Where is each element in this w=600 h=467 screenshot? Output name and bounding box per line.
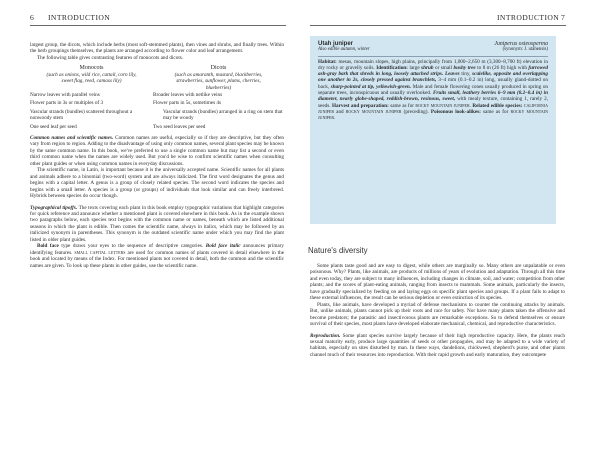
left-page-number: 6 [30,13,35,22]
section-title: Nature's diversity [308,246,368,255]
table-row: Flower parts in 3s or multiples of 3 Flower parts in 5s, sometimes 4s [30,100,222,107]
diversity-paragraph-2: Plants, like animals, have developed a myriad of defense mechanisms to counter the continuing attacks by animals. But, unlike animals, plants cannot pick up their roots and race for safety. Nor have many plants taken the offensive and become predators; the parasitic and insectivorous plants are remarkable exceptions. So to defend themselves or ensure survival of their species, most plants have developed elaborate mechanical, chemical, and reproductive characteristics. [310,301,565,328]
typography-paragraph: Typographical tipoffs. The texts covering each plant in this book employ typographic variations that highlight categories for quick reference and announce whether a mentioned plant is covered elsewhere in this book. As in the example shown two paragraphs below, each species text begins with the common name or names, beneath which are listed additional seasons in which the plant is edible. Then comes the scientific name, always in italics, which may be followed by an italicized synonym in parentheses. This synonym is the outdated scientific name under which you may find the plant listed in older plant guides. [30,204,285,243]
right-running-head: INTRODUCTION [497,13,560,22]
table-intro: The following table gives contrasting features of monocots and dicots. [37,54,184,61]
table-row: Vascular strands (bundles) scattered throughout a nonwoody stem Vascular strands (bundles) arranged in a ring on stem that may be woody [30,108,283,122]
left-header-rule [30,25,286,26]
common-names-heading: Common names and scientific names. [30,135,114,142]
species-sample-box [310,36,556,224]
diversity-paragraph-1: Some plants taste good and are easy to digest, while others are marginally so. Many others are unpalatable or even poisonous. Why? Plants, like animals, are products of millions of years of evolution and adaptation. Through all this time and even today, they are subject to many influences, including changes in climate, soil, and water; competition from other plants; and the scores of plant-eating animals, ranging from insects to mammals. Some animals, particularly the insects, have gradually specialized by feeding on and laying eggs on specific plant species and groups. If a plant fails to adapt to these external influences, the result can be serious depletion or even extinction of its species. [310,263,565,302]
right-page-number: 7 [561,13,566,22]
intro-paragraph: largest group, the dicots, which include herbs (most soft-stemmed plants), then vines and shrubs, and finally trees. Within the herb groupings themselves, the plants are arranged according to flower color and leaf arrangement. [30,42,284,55]
left-running-head: INTRODUCTION [48,13,111,22]
table-row: Narrow leaves with parallel veins Broader leaves with netlike veins [30,91,223,98]
box-divider [318,56,548,57]
right-page-body [310,263,565,358]
table-row: One seed leaf per seed Two seed leaves per seed [30,123,206,130]
species-synonym: (synonym: J. utahensis) [502,47,548,53]
reproduction-heading: Reproduction. [310,332,341,339]
species-description: Habitat: mesas, mountain slopes, high plains, principally from 1,000–2,650 m (3,300–8,700 ft) elevation in dry rocky or gravelly soils. Identification: large shrub or small bushy tree to 8 m (26 ft) high with furrowed ash-gray bark that shreds in long, loosely attached strips. Leaves tiny, scalelike, opposite and overlapping one another in 2s, closely pressed against branchlets, 3–4 mm (0.1–0.2 in) long, usually gland-dotted on back, sharp-pointed at tip, yellowish-green. Male and female flowering cones usually produced in spring on separate trees, inconspicuous and usually overlooked. Fruits small, leathery berries 6–9 mm (0.2–0.4 in) in diameter, nearly globe-shaped, reddish-brown, resinous, sweet, with mealy texture, containing 1, rarely 2, seeds. Harvest and preparation: same as for rocky mountain juniper. Related edible species: california juniper and rocky mountain juniper (preceding). Poisonous look-alikes: same as for rocky mountain juniper. [318,58,549,122]
species-seasons: Also edible autumn, winter [318,47,370,53]
common-names-paragraph: Common names and scientific names. Common names are useful, especially so if they are descriptive, but they often vary from region to region. Adding to the disadvantage of using only common names, several plant species may be known by the same common name. In this book, we've preferred to use a single common name but may list a second or even third common name when the names are widely used. But you'd be wise to confirm scientific names when consulting other plant guides or when using common names in everyday discussions. [30,135,284,167]
left-page-body [30,42,284,269]
monocots-header: Monocots (such as onions, wild rice, cattail, corn lily, sweet flag, reed, camass lily) [46,65,137,85]
right-header-rule [310,25,566,26]
species-common-name: Utah juniper [318,41,354,47]
scientific-name-paragraph: The scientific name, in Latin, is important because it is the universally accepted name. Scientific names for all plants and animals adhere to a binomial (two-word) system and are always italicized. The first word designates the genus and begins with a capital letter. A genus is a group of closely related species. The second word indicates the species and begins with a small letter. A species is a group (or groups) of individuals that look similar and can freely interbreed. Hybrids between species do occur though. [30,167,284,200]
reproduction-paragraph: Reproduction. Some plant species survive largely because of their high reproductive capacity. Here, the plants reach sexual maturity early, produce large quantities of seeds or other propagules, and may be adapted to a wide variety of habitats, especially on sites disturbed by man. In these ways, dandelions, chickweed, shepherd's purse, and other plants channel much of their resources into reproduction. With their rapid growth and early maturation, they outcompete [310,332,565,358]
bold-face-paragraph: Bold face type draws your eyes to the sequence of descriptive categories. Bold face italic announces primary identifying features. small capital letters are used for common names of plants covered in detail elsewhere in the book and located by means of the Index. For mentioned plants not covered in detail, both the common and the scientific names are given. To look up these plants in other guides, use the scientific name. [30,243,285,269]
monocot-dicot-table-header [30,65,284,91]
typography-heading: Typographical tipoffs. [30,204,78,211]
dicots-header: Dicots (such as amaranth, mustard, blackberries, strawberries, sunflower, plums, cherries, blueberries) [174,65,263,91]
species-scientific-name: Juniperus osteosperma [494,41,548,47]
